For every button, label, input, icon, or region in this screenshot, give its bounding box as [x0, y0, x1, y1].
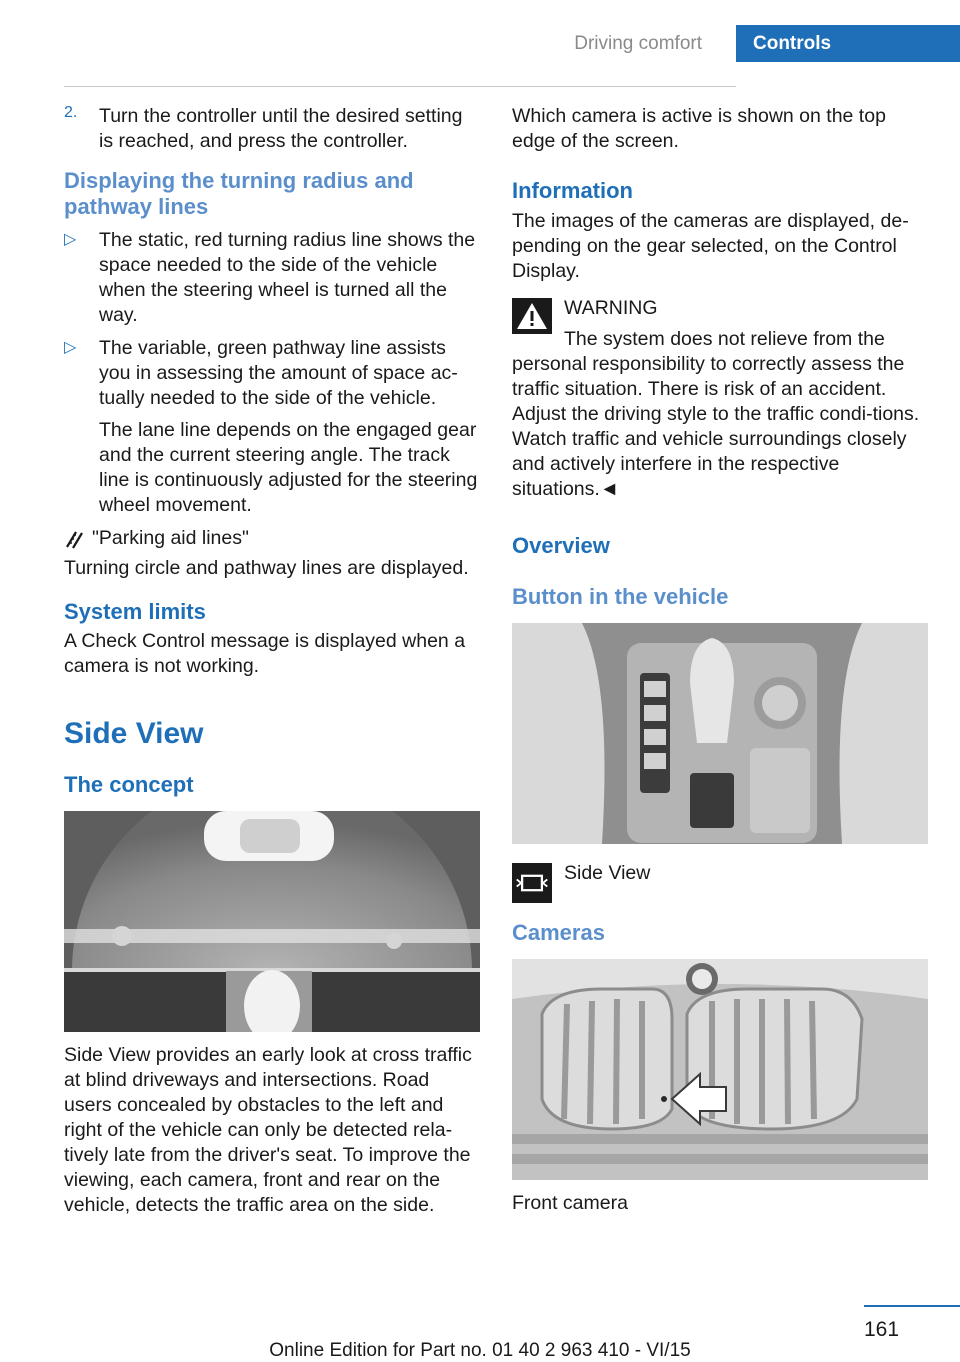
- bullet-variable-line: [64, 336, 480, 411]
- turning-radius-heading: Displaying the turning radius and pathway lines: [64, 168, 414, 219]
- edition-footer: Online Edition for Part no. 01 40 2 963 410 - VI/15: [269, 1340, 691, 1361]
- information-heading: Information: [512, 178, 633, 203]
- front-camera-caption: Front camera: [512, 1192, 628, 1214]
- warning-triangle-icon: [512, 298, 552, 334]
- warning-text-first: The system does not relieve from the: [564, 328, 885, 350]
- right-column: [512, 100, 928, 1216]
- button-in-vehicle-heading: Button in the vehicle: [512, 584, 729, 609]
- information-text: The images of the cameras are displayed, de‐pending on the gear selected, on the Control Display.: [512, 210, 909, 282]
- active-camera-text: Which camera is active is shown on the top edge of the screen.: [512, 105, 886, 152]
- step-2-text: Turn the controller until the desired setting is reached, and press the controller.: [99, 105, 463, 152]
- lane-line-text: The lane line depends on the engaged gear and the current steering angle. The track line is continuously adjusted for the steering wheel movement.: [99, 419, 478, 516]
- header-chapter-tab: Controls: [736, 25, 960, 62]
- side-view-button-row: [512, 861, 928, 905]
- system-limits-heading: System limits: [64, 599, 206, 624]
- front-grille-photo: [512, 959, 928, 1180]
- center-console-illustration: [512, 623, 928, 844]
- page-header: [0, 25, 960, 62]
- step-number: 2.: [64, 104, 78, 121]
- console-photo: [512, 623, 928, 844]
- page-number: 161: [864, 1318, 900, 1341]
- warning-text: personal responsibility to correctly assess the traffic situation. There is risk of an accident. Adjust the driving style to the traffic condi‐tions. Watch traffic and vehicle surroundings closely and actively interfere in the respective situations.◄: [512, 353, 920, 500]
- intersection-diagram: [64, 811, 480, 1032]
- left-column: [64, 100, 480, 1218]
- bullet-triangle-icon: ▷: [64, 231, 77, 248]
- concept-illustration: [64, 811, 480, 1032]
- parking-aid-label: "Parking aid lines": [92, 527, 249, 549]
- header-section-title: Driving comfort: [574, 33, 702, 54]
- system-limits-text: A Check Control message is displayed when a camera is not working.: [64, 630, 466, 677]
- warning-label: WARNING: [564, 297, 658, 319]
- front-camera-illustration: [512, 959, 928, 1180]
- warning-block: [512, 296, 928, 502]
- side-view-camera-icon: [512, 863, 552, 903]
- side-view-button-label: Side View: [564, 862, 651, 884]
- parking-aid-text: Turning circle and pathway lines are displayed.: [64, 557, 469, 579]
- footer-rule: [864, 1305, 960, 1307]
- cameras-heading: Cameras: [512, 920, 605, 945]
- parking-aid-lines-icon: [64, 528, 86, 550]
- parking-aid-option: [64, 526, 480, 551]
- step-2: [64, 104, 480, 154]
- bullet-static-text: The static, red turning radius line shows the space needed to the side of the vehicle when the steering wheel is turned all the way.: [99, 229, 476, 326]
- header-rule: [64, 86, 736, 87]
- overview-heading: Overview: [512, 533, 610, 558]
- concept-heading: The concept: [64, 772, 194, 797]
- bullet-variable-text: The variable, green pathway line assists you in assessing the amount of space ac‐tually needed to the side of the vehicle.: [99, 337, 458, 409]
- bullet-triangle-icon: ▷: [64, 339, 77, 356]
- concept-text: Side View provides an early look at cross traffic at blind driveways and intersections. Road users concealed by obstacles to the left and right of the vehicle can only be detected rela‐tively late from the driver's seat. To improve the viewing, each camera, front and rear on the vehicle, detects the traffic area on the side.: [64, 1044, 472, 1216]
- bullet-static-line: [64, 228, 480, 328]
- side-view-heading: Side View: [64, 717, 204, 750]
